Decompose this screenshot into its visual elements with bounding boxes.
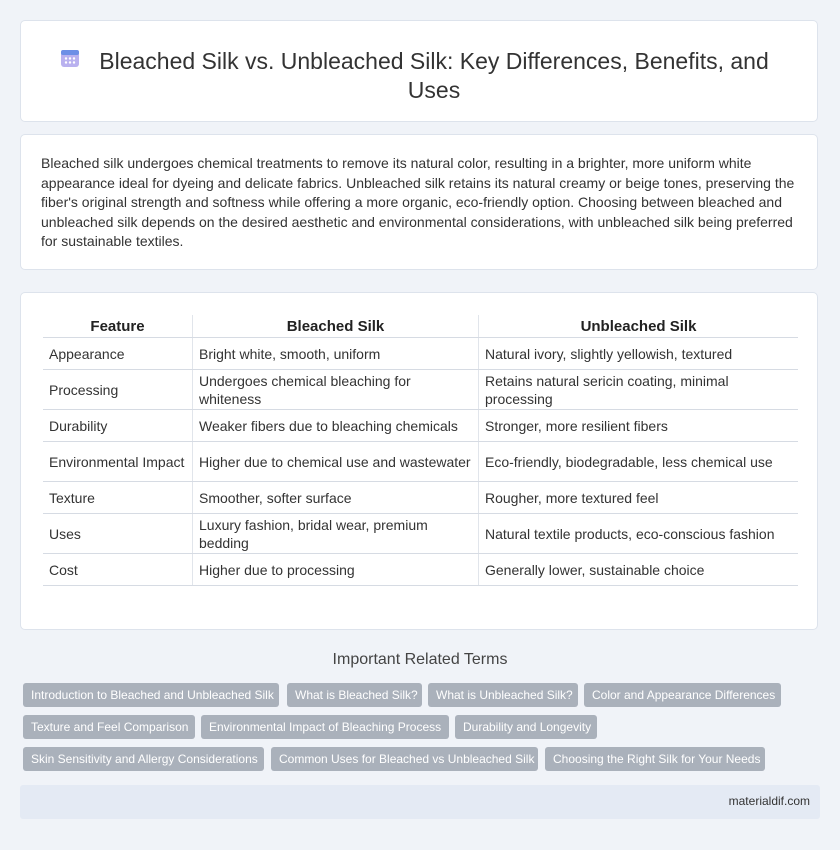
related-tag[interactable]: Skin Sensitivity and Allergy Considerations <box>23 747 264 771</box>
table-row <box>43 514 798 554</box>
table-cell-bleached: Undergoes chemical bleaching for whiteness <box>193 370 479 410</box>
related-tag[interactable]: What is Unbleached Silk? <box>428 683 578 707</box>
title-card <box>20 20 818 122</box>
footer <box>20 785 820 819</box>
intro-paragraph: Bleached silk undergoes chemical treatments to remove its natural color, resulting in a brighter, more uniform white appearance ideal for dyeing and delicate fabrics. Unbleached silk retains its natural creamy or beige tones, preserving the fiber's original strength and softness while offering a more organic, eco-friendly option. Choosing between bleached and unbleached silk depends on the desired aesthetic and environmental considerations, with unbleached silk being preferred for sustainable textiles. <box>41 155 795 250</box>
table-cell-bleached: Weaker fibers due to bleaching chemicals <box>193 410 479 442</box>
table-row <box>43 554 798 586</box>
table-cell-unbleached: Natural textile products, eco-conscious fashion <box>479 514 799 554</box>
related-tag[interactable]: What is Bleached Silk? <box>287 683 422 707</box>
related-tag[interactable]: Durability and Longevity <box>455 715 597 739</box>
related-tag[interactable]: Introduction to Bleached and Unbleached Silk <box>23 683 279 707</box>
table-cell-feature: Uses <box>43 514 193 554</box>
related-tag[interactable]: Common Uses for Bleached vs Unbleached Silk <box>271 747 538 771</box>
footer-site-link[interactable]: materialdif.com <box>728 794 810 808</box>
table-cell-unbleached: Rougher, more textured feel <box>479 482 799 514</box>
table-row <box>43 410 798 442</box>
header-unbleached: Unbleached Silk <box>479 315 799 338</box>
table-cell-unbleached: Retains natural sericin coating, minimal processing <box>479 370 799 410</box>
comparison-table <box>43 315 798 586</box>
table-cell-unbleached: Generally lower, sustainable choice <box>479 554 799 586</box>
table-row <box>43 442 798 482</box>
comparison-card <box>20 292 818 630</box>
table-cell-bleached: Bright white, smooth, uniform <box>193 338 479 370</box>
page-title: Bleached Silk vs. Unbleached Silk: Key Differences, Benefits, and Uses <box>99 48 769 103</box>
header-feature: Feature <box>43 315 193 338</box>
related-tag[interactable]: Texture and Feel Comparison <box>23 715 195 739</box>
header-bleached: Bleached Silk <box>193 315 479 338</box>
table-cell-bleached: Higher due to processing <box>193 554 479 586</box>
table-row <box>43 370 798 410</box>
related-terms-heading: Important Related Terms <box>332 651 508 668</box>
calendar-icon <box>59 47 81 69</box>
intro-card <box>20 134 818 270</box>
table-cell-feature: Durability <box>43 410 193 442</box>
related-tag[interactable]: Color and Appearance Differences <box>584 683 781 707</box>
table-cell-feature: Environmental Impact <box>43 442 193 482</box>
related-tag[interactable]: Choosing the Right Silk for Your Needs <box>545 747 765 771</box>
table-cell-bleached: Smoother, softer surface <box>193 482 479 514</box>
table-cell-feature: Processing <box>43 370 193 410</box>
table-row <box>43 338 798 370</box>
table-cell-unbleached: Natural ivory, slightly yellowish, textured <box>479 338 799 370</box>
table-cell-unbleached: Eco-friendly, biodegradable, less chemical use <box>479 442 799 482</box>
table-row <box>43 482 798 514</box>
table-cell-feature: Cost <box>43 554 193 586</box>
table-header-row <box>43 315 798 338</box>
table-cell-feature: Texture <box>43 482 193 514</box>
table-cell-feature: Appearance <box>43 338 193 370</box>
table-cell-unbleached: Stronger, more resilient fibers <box>479 410 799 442</box>
related-tag[interactable]: Environmental Impact of Bleaching Process <box>201 715 449 739</box>
table-cell-bleached: Higher due to chemical use and wastewater <box>193 442 479 482</box>
table-cell-bleached: Luxury fashion, bridal wear, premium bedding <box>193 514 479 554</box>
